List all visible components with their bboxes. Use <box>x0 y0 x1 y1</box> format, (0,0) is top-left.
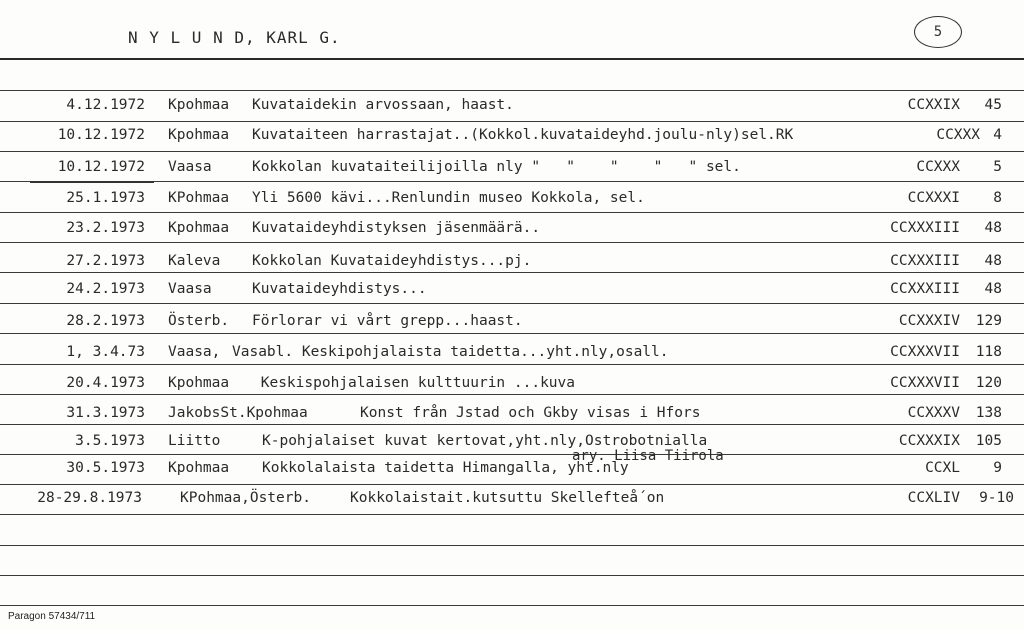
entry-row <box>0 159 1024 183</box>
entry-title: Kuvataiteen harrastajat..(Kokkol.kuvataideyhd.joulu-nly)sel.RK <box>252 127 794 143</box>
entry-paper: Kpohmaa <box>168 460 230 476</box>
entry-title: Kokkolan kuvataiteilijoilla nly " " " " " sel. <box>252 159 741 175</box>
entry-row <box>0 405 1024 429</box>
rule-line <box>0 90 1024 91</box>
entry-date: 24.2.1973 <box>66 281 145 297</box>
entry-page: 4 <box>993 127 1002 143</box>
entry-paper: Kpohmaa <box>168 97 230 113</box>
entry-title: Kuvataidekin arvossaan, haast. <box>252 97 514 113</box>
entry-page: 48 <box>984 253 1002 269</box>
entry-page: 105 <box>975 433 1002 449</box>
entry-date: 23.2.1973 <box>66 220 145 236</box>
entry-row <box>0 490 1024 514</box>
entry-date: 10.12.1972 <box>57 159 145 175</box>
rule-line <box>0 151 1024 152</box>
entry-row <box>0 375 1024 399</box>
entry-volume: CCXXXVII <box>890 375 960 391</box>
entry-date: 25.1.1973 <box>66 190 145 206</box>
entry-date: 30.5.1973 <box>66 460 145 476</box>
entry-volume: CCXXXV <box>907 405 960 421</box>
entry-row <box>0 97 1024 121</box>
entry-row <box>0 253 1024 277</box>
entry-row <box>0 220 1024 244</box>
entry-date: 1, 3.4.73 <box>66 344 145 360</box>
entry-paper: Kaleva <box>168 253 221 269</box>
entry-date: 28.2.1973 <box>66 313 145 329</box>
entry-page: 8 <box>993 190 1002 206</box>
entry-page: 120 <box>975 375 1002 391</box>
entry-paper: KPohmaa <box>168 190 230 206</box>
entry-date: 10.12.1972 <box>57 127 145 143</box>
entry-page: 129 <box>975 313 1002 329</box>
card-number-circle: 5 <box>914 16 962 48</box>
entry-title: Konst från Jstad och Gkby visas i Hfors <box>360 405 701 421</box>
rule-line <box>0 121 1024 122</box>
entry-title: Yli 5600 kävi...Renlundin museo Kokkola, sel. <box>252 190 645 206</box>
card-heading: N Y L U N D, KARL G. <box>128 28 341 47</box>
entry-page: 5 <box>993 159 1002 175</box>
entry-title: Kokkolan Kuvataideyhdistys...pj. <box>252 253 532 269</box>
entry-volume: CCXXX <box>936 127 980 143</box>
entry-date: 20.4.1973 <box>66 375 145 391</box>
entry-paper: JakobsSt.Kpohmaa <box>168 405 308 421</box>
entry-paper: Kpohmaa <box>168 220 230 236</box>
rule-line <box>0 545 1024 546</box>
entry-row <box>0 281 1024 305</box>
entry-volume: CCXXXIX <box>898 433 960 449</box>
entry-title: K-pohjalaiset kuvat kertovat,yht.nly,Ostrobotnialla <box>262 433 708 449</box>
entry-volume: CCXXXIII <box>890 220 960 236</box>
entry-page: 138 <box>975 405 1002 421</box>
entry-volume: CCXXXVII <box>890 344 960 360</box>
handwritten-note: ary. Liisa Tiirola <box>572 448 724 464</box>
entry-volume: CCXL <box>925 460 960 476</box>
entry-paper: Vaasa <box>168 159 212 175</box>
entry-date: 28-29.8.1973 <box>37 490 142 506</box>
rule-line <box>0 514 1024 515</box>
entry-row <box>0 313 1024 337</box>
entry-row <box>0 344 1024 368</box>
header-rule <box>0 58 1024 60</box>
entry-row <box>0 460 1024 484</box>
entry-title: Vasabl. Keskipohjalaista taidetta...yht.nly,osall. <box>232 344 669 360</box>
entry-title: Keskispohjalaisen kulttuurin ...kuva <box>252 375 576 391</box>
entry-date: 27.2.1973 <box>66 253 145 269</box>
entry-row <box>0 433 1024 457</box>
entry-date: 3.5.1973 <box>75 433 145 449</box>
entry-row <box>0 190 1024 214</box>
entry-row <box>0 127 1024 151</box>
entry-volume: CCXXXIII <box>890 281 960 297</box>
entry-title: Kuvataideyhdistys... <box>252 281 427 297</box>
entry-volume: CCXXX <box>916 159 960 175</box>
rule-line <box>0 484 1024 485</box>
entry-paper: Liitto <box>168 433 221 449</box>
entry-volume: CCXXIX <box>907 97 960 113</box>
entry-page: 118 <box>975 344 1002 360</box>
entry-date: 31.3.1973 <box>66 405 145 421</box>
entry-paper: Vaasa, <box>168 344 221 360</box>
entry-page: 9 <box>993 460 1002 476</box>
entry-title: Kokkolalaista taidetta Himangalla, yht.nly <box>262 460 629 476</box>
entry-volume: CCXXXIII <box>890 253 960 269</box>
rule-line <box>0 605 1024 606</box>
card-footer-mark: Paragon 57434/711 <box>8 611 96 622</box>
entry-page: 9-10 <box>979 490 1014 506</box>
entry-date: 4.12.1972 <box>66 97 145 113</box>
entry-title: Kuvataideyhdistyksen jäsenmäärä.. <box>252 220 541 236</box>
entry-paper: KPohmaa,Österb. <box>180 490 311 506</box>
entry-page: 48 <box>984 220 1002 236</box>
entry-title: Förlorar vi vårt grepp...haast. <box>252 313 523 329</box>
entry-volume: CCXLIV <box>907 490 960 506</box>
rule-line <box>0 575 1024 576</box>
entry-paper: Vaasa <box>168 281 212 297</box>
entry-page: 45 <box>984 97 1002 113</box>
entry-paper: Kpohmaa <box>168 375 230 391</box>
entry-paper: Kpohmaa <box>168 127 230 143</box>
entry-title: Kokkolaistait.kutsuttu Skellefteå´on <box>350 490 665 506</box>
entry-volume: CCXXXI <box>907 190 960 206</box>
entry-volume: CCXXXIV <box>898 313 960 329</box>
entry-page: 48 <box>984 281 1002 297</box>
entry-paper: Österb. <box>168 313 230 329</box>
